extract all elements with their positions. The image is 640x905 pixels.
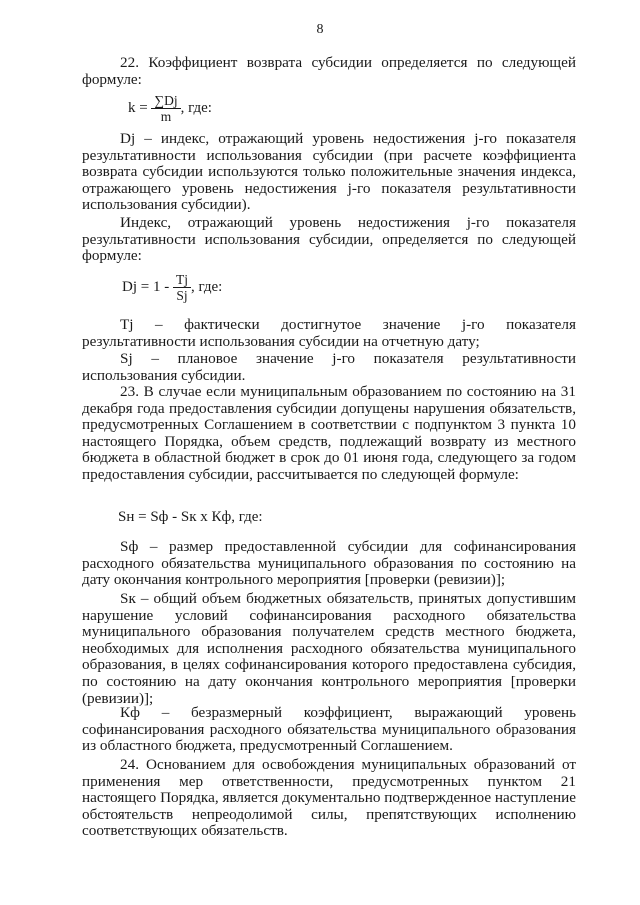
formula-sn: Sн = Sф - Sк х Кф, где:	[118, 509, 263, 525]
formula-dj-tail: , где:	[190, 278, 223, 295]
formula-k-denominator: m	[160, 109, 172, 124]
formula-dj	[122, 272, 222, 303]
sj-definition: Sj – плановое значение j-го показателя результативности использования субсидии.	[82, 350, 576, 384]
formula-k	[128, 93, 212, 124]
formula-k-tail: , где:	[180, 99, 212, 116]
sf-definition: Sф – размер предоставленной субсидии для софинансирования расходного обязательства муниципального образования по состоянию на дату окончания контрольного мероприятия [проверки (ревизии)];	[82, 538, 576, 589]
paragraph-22: 22. Коэффициент возврата субсидии определяется по следующей формуле:	[82, 54, 576, 88]
formula-dj-fraction	[173, 272, 191, 303]
formula-k-lhs: k =	[128, 99, 148, 116]
page-number: 8	[316, 22, 324, 37]
index-paragraph: Индекс, отражающий уровень недостижения j-го показателя результативности использования субсидии, определяется по следующей формуле:	[82, 214, 576, 265]
dj-definition: Dj – индекс, отражающий уровень недостижения j-го показателя результативности использования субсидии (при расчете коэффициента возврата субсидии используются только положительные значения индекса, отражающего уровень недостижения j-го показателя результативности использования субсидии).	[82, 130, 576, 214]
formula-dj-lhs: Dj = 1 -	[122, 278, 170, 295]
formula-k-fraction	[151, 93, 180, 124]
formula-dj-numerator: Tj	[173, 272, 191, 288]
tj-definition: Tj – фактически достигнутое значение j-го показателя результативности использования субсидии на отчетную дату;	[82, 316, 576, 350]
paragraph-23: 23. В случае если муниципальным образованием по состоянию на 31 декабря года предоставления субсидии допущены нарушения обязательств, предусмотренных Соглашением в соответствии с подпунктом 3 пункта 10 настоящего Порядка, объем средств, подлежащий возврату из местного бюджета в областной бюджет в срок до 01 июня года, следующего за годом предоставления субсидии, рассчитывается по следующей формуле:	[82, 383, 576, 483]
kf-definition: Кф – безразмерный коэффициент, выражающий уровень софинансирования расходного обязательства муниципального образования из областного бюджета, предусмотренный Соглашением.	[82, 704, 576, 755]
sk-definition: Sк – общий объем бюджетных обязательств, принятых допустившим нарушение условий софинансирования расходного обязательства муниципального образования получателем средств местного бюджета, необходимых для исполнения расходного обязательства муниципального образования, в целях софинансирования которого предоставлена субсидия, по состоянию на дату окончания контрольного мероприятия [проверки (ревизии)];	[82, 590, 576, 707]
paragraph-24: 24. Основанием для освобождения муниципальных образований от применения мер ответственности, предусмотренных пунктом 21 настоящего Порядка, является документально подтвержденное наступление обстоятельств непреодолимой силы, препятствующих исполнению соответствующих обязательств.	[82, 756, 576, 840]
formula-dj-denominator: Sj	[176, 288, 188, 303]
formula-k-numerator: ∑Dj	[151, 93, 180, 109]
